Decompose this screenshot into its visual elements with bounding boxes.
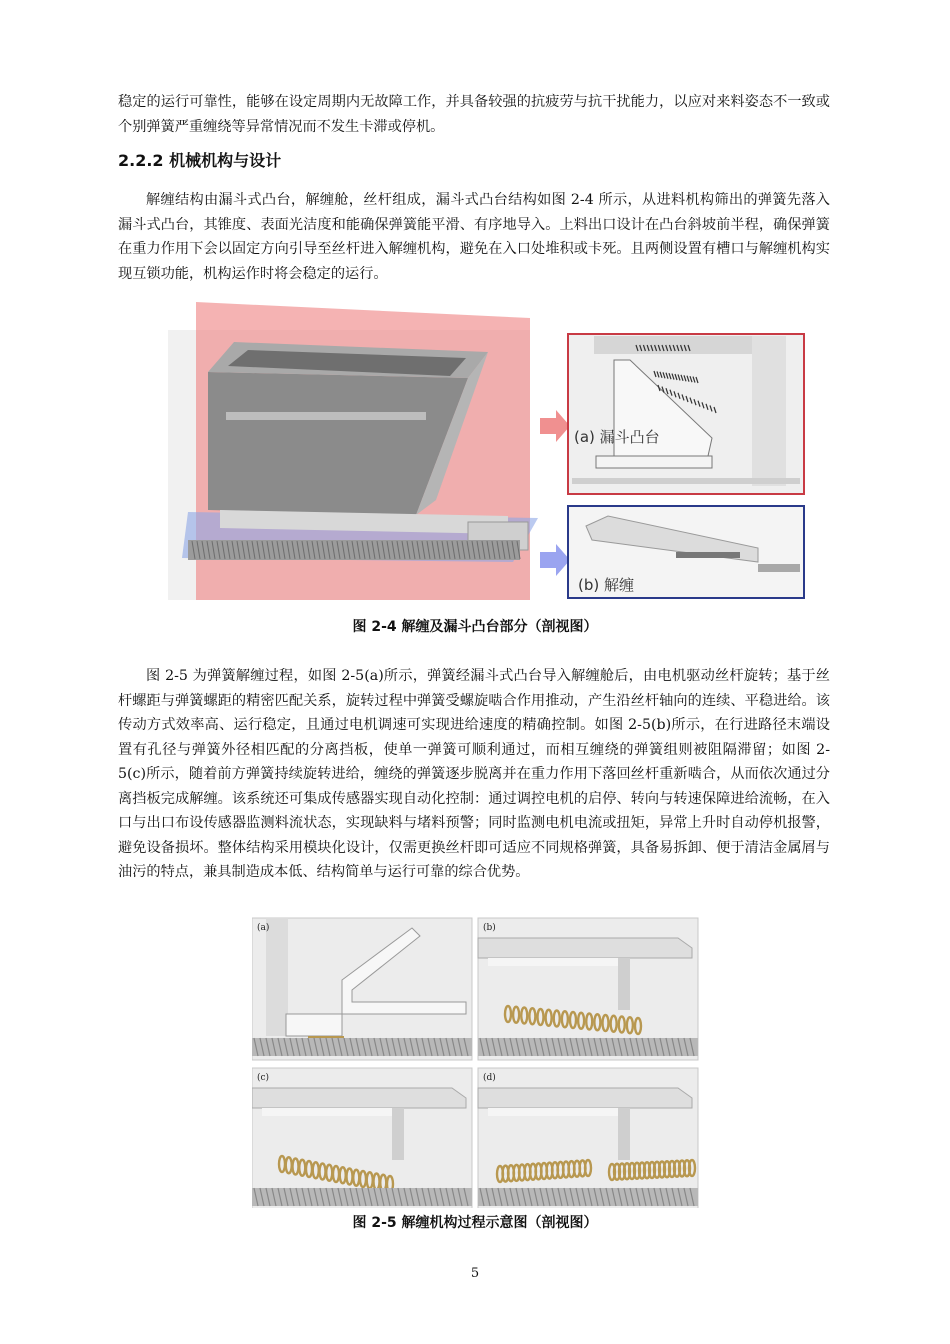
panel-b-label: (b) 解缠 (578, 576, 634, 594)
panel-letter: (a) (257, 923, 270, 933)
panel-chamber-edge (262, 1108, 392, 1116)
paragraph-untangling-process: 图 2-5 为弹簧解缠过程，如图 2-5(a)所示，弹簧经漏斗式凸台导入解缠舱后，由电机驱动丝杆旋转；基于丝杆螺距与弹簧螺距的精密匹配关系，旋转过程中弹簧受螺旋啮合作用推动，产生沿丝杆轴向的连续、平稳进给。该传动方式效率高、运行稳定，且通过电机调速可实现进给速度的精确控制。如图 2-5(b)所示，在行进路径末端设置有孔径与弹簧外径相匹配的分离挡板，使单一弹簧可顺利通过，而相互缠绕的弹簧组则被阻隔滞留；如图 2-5(c)所示，随着前方弹簧持续旋转进给，缠绕的弹簧逐步脱离并在重力作用下落回丝杆重新啮合，从而依次通过分离挡板完成解缠。该系统还可集成传感器实现自动化控制：通过调控电机的启停、转向与转速保障进给流畅，在入口与出口布设传感器监测料流状态，实现缺料与堵料预警；同时监测电机电流或扭矩，异常上升时自动停机报警，避免设备损坏。整体结构采用模块化设计，仅需更换丝杆即可适应不同规格弹簧，具备易拆卸、便于清洁金属屑与油污的特点，兼具制造成本低、结构简单与运行可靠的综合优势。 (118, 668, 830, 880)
panel-a-screw (572, 478, 800, 484)
panel-separator-plate (618, 958, 630, 1010)
panel-letter: (c) (257, 1073, 270, 1083)
panel-a-label: (a) 漏斗凸台 (574, 428, 660, 446)
panel-b-spring-group (676, 552, 740, 558)
figure-2-5-panels (252, 918, 698, 1208)
figure-2-5-caption: 图 2-5 解缠机构过程示意图（剖视图） (352, 1215, 598, 1231)
panel-top-plate (478, 1088, 692, 1108)
panel-a-wall (752, 336, 786, 486)
panel-a-chamber (596, 456, 712, 468)
panel-b-screw (758, 564, 800, 572)
figure-2-4-caption: 图 2-4 解缠及漏斗凸台部分（剖视图） (352, 619, 598, 635)
panel-top-plate (252, 1088, 466, 1108)
funnel-slot (226, 412, 426, 420)
panel-chamber-edge (488, 958, 618, 966)
paragraph-continuation: 稳定的运行可靠性，能够在设定周期内无故障工作，并具备较强的抗疲劳与抗干扰能力，以应对来料姿态不一致或个别弹簧严重缠绕等异常情况而不发生卡滞或停机。 (118, 94, 830, 135)
panel-wall (266, 918, 288, 1036)
section-heading: 2.2.2 机械机构与设计 (118, 151, 282, 170)
panel-separator-plate (618, 1108, 630, 1160)
panel-letter: (b) (483, 923, 496, 933)
panel-separator-plate (392, 1108, 404, 1160)
figure-2-5-illustration (252, 916, 724, 1208)
panel-letter: (d) (483, 1073, 496, 1083)
page-number: 5 (470, 1266, 480, 1281)
arrow-to-panel-b (540, 544, 570, 576)
arrow-to-panel-a (540, 410, 570, 442)
panel-chamber-edge (488, 1108, 618, 1116)
panel-top-plate (478, 938, 692, 958)
paragraph-funnel-description: 解缠结构由漏斗式凸台，解缠舱，丝杆组成，漏斗式凸台结构如图 2-4 所示，从进料机构筛出的弹簧先落入漏斗式凸台，其锥度、表面光洁度和能确保弹簧能平滑、有序地导入。上料出口设计在凸台斜坡前半程，确保弹簧在重力作用下会以固定方向引导至丝杆进入解缠机构，避免在入口处堆积或卡死。且两侧设置有槽口与解缠机构实现互锁功能，机构运作时将会稳定的运行。 (118, 192, 830, 282)
figure-2-4-illustration (168, 300, 808, 602)
